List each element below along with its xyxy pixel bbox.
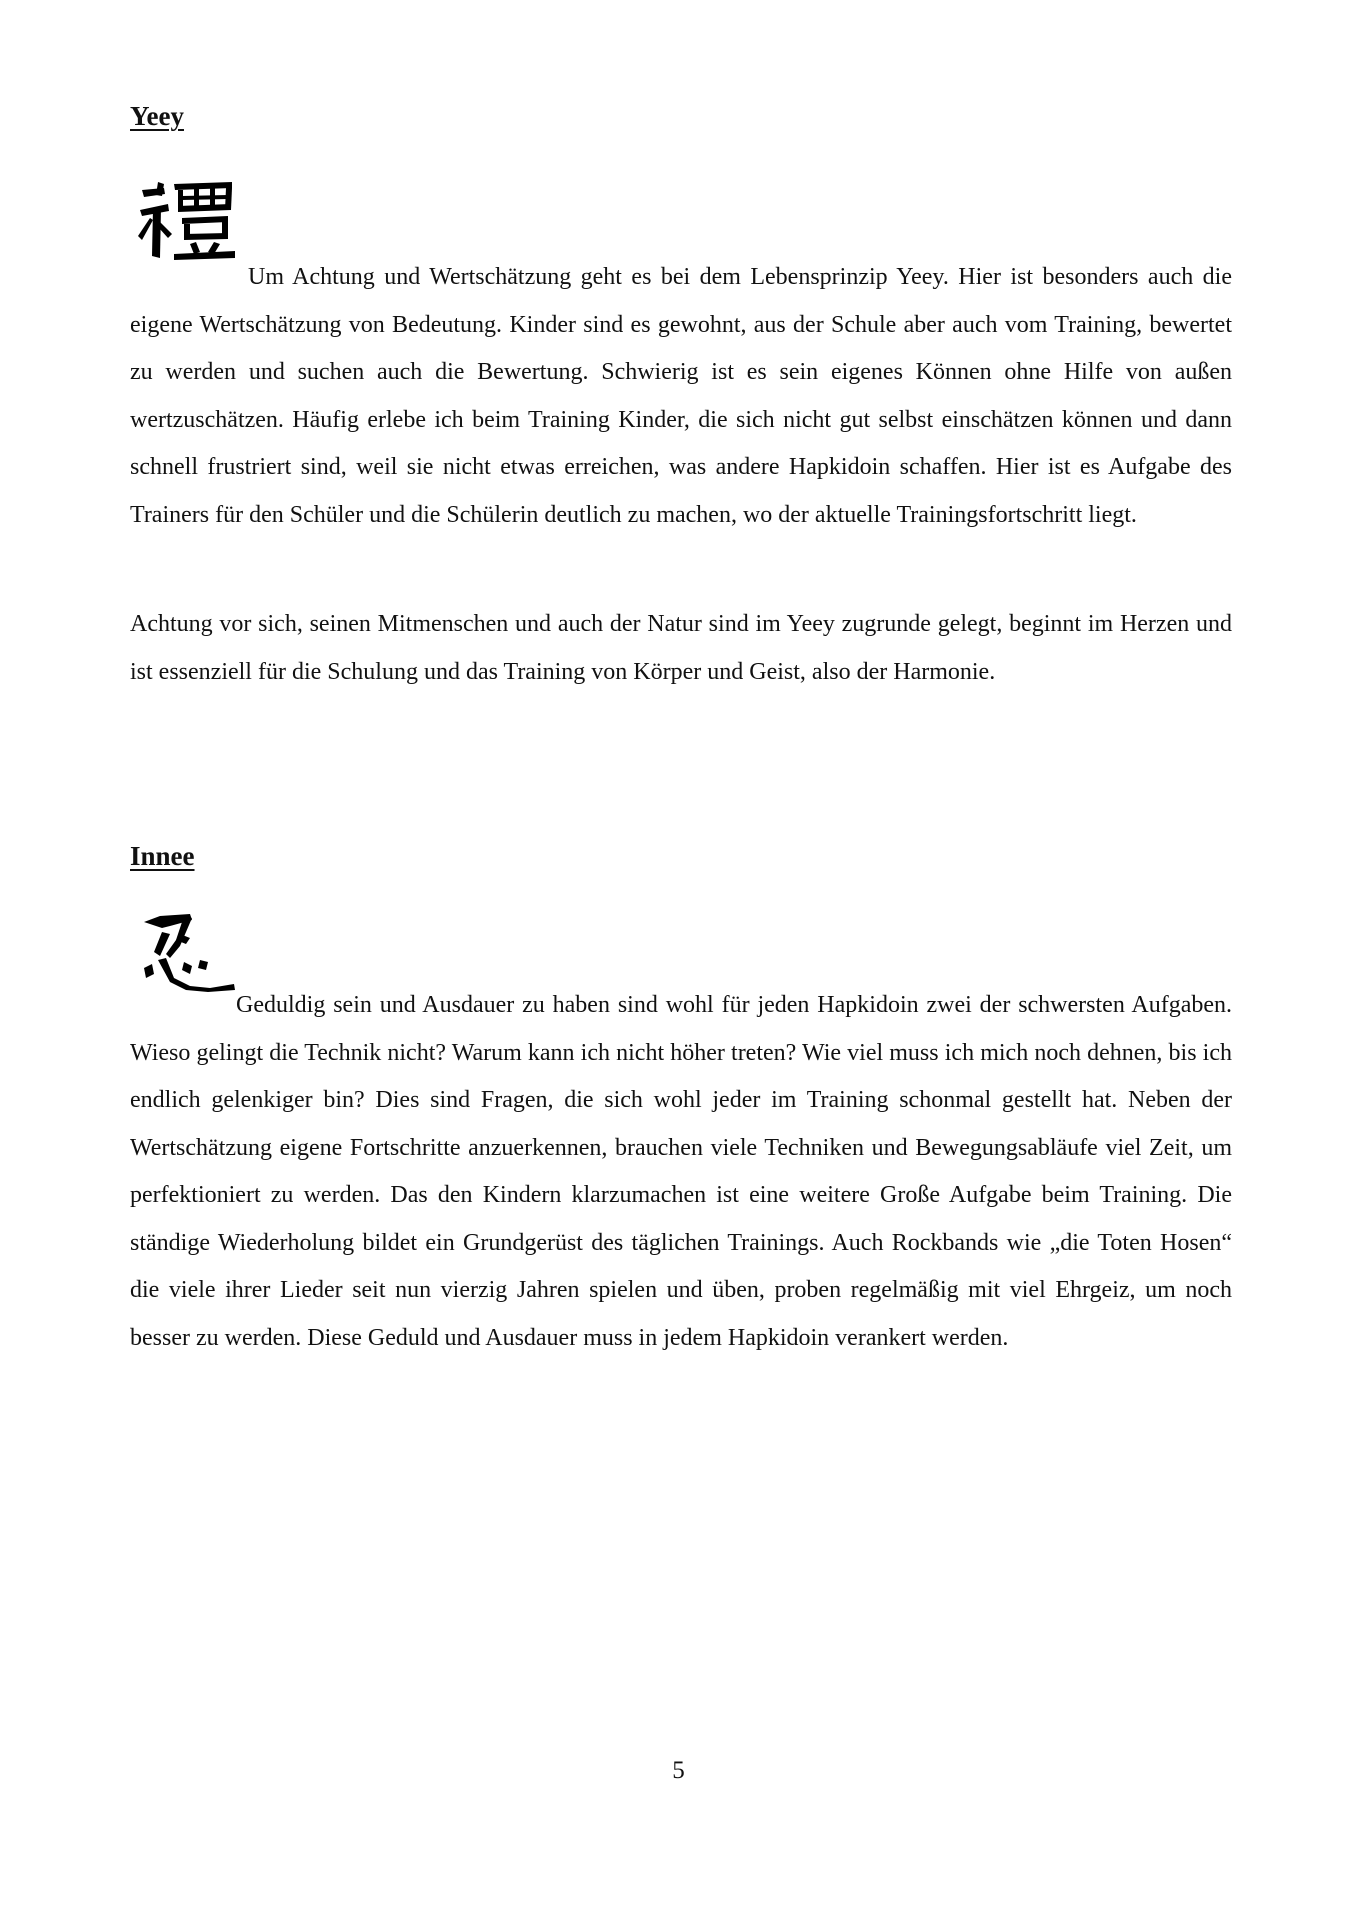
calligraphy-ye-glyph: [138, 180, 236, 260]
paragraph-innee-1: [130, 982, 1232, 1362]
section-heading-innee: Innee: [130, 841, 195, 871]
section-heading-yeey: Yeey: [130, 101, 184, 131]
paragraph-yeey-2: Achtung vor sich, seinen Mitmenschen und auch der Natur sind im Yeey zugrunde gelegt, beginnt im Herzen und ist essenziell für die Schulung und das Training von Körper und Geist, also der Harmonie.: [130, 611, 1232, 685]
page-number: 5: [672, 1757, 685, 1784]
paragraph-yeey-1: [130, 254, 1232, 539]
calligraphy-in-glyph: [140, 912, 235, 992]
paragraph-yeey-1-text: Um Achtung und Wertschätzung geht es bei dem Lebensprinzip Yeey. Hier ist besonders auch die eigene Wertschätzung von Bedeutung. Kinder sind es gewohnt, aus der Schule aber auch vom Training, bewertet zu werden und suchen auch die Bewertung. Schwierig ist es sein eigenes Können ohne Hilfe von außen wertzuschätzen. Häufig erlebe ich beim Training Kinder, die sich nicht gut selbst einschätzen können und dann schnell frustriert sind, weil sie nicht etwas erreichen, was andere Hapkidoin schaffen. Hier ist es Aufgabe des Trainers für den Schüler und die Schülerin deutlich zu machen, wo der aktuelle Trainingsfortschritt liegt.: [130, 264, 1232, 528]
paragraph-innee-1-text: Geduldig sein und Ausdauer zu haben sind wohl für jeden Hapkidoin zwei der schwersten Aufgaben. Wieso gelingt die Technik nicht? Warum kann ich nicht höher treten? Wie viel muss ich mich noch dehnen, bis ich endlich gelenkiger bin? Dies sind Fragen, die sich wohl jeder im Training schonmal gestellt hat. Neben der Wertschätzung eigene Fortschritte anzuerkennen, brauchen viele Techniken und Bewegungsabläufe viel Zeit, um perfektioniert zu werden. Das den Kindern klarzumachen ist eine weitere Große Aufgabe beim Training. Die ständige Wiederholung bildet ein Grundgerüst des täglichen Trainings. Auch Rockbands wie „die Toten Hosen“ die viele ihrer Lieder seit nun vierzig Jahren spielen und üben, proben regelmäßig mit viel Ehrgeiz, um noch besser zu werden. Diese Geduld und Ausdauer muss in jedem Hapkidoin verankert werden.: [130, 992, 1232, 1351]
